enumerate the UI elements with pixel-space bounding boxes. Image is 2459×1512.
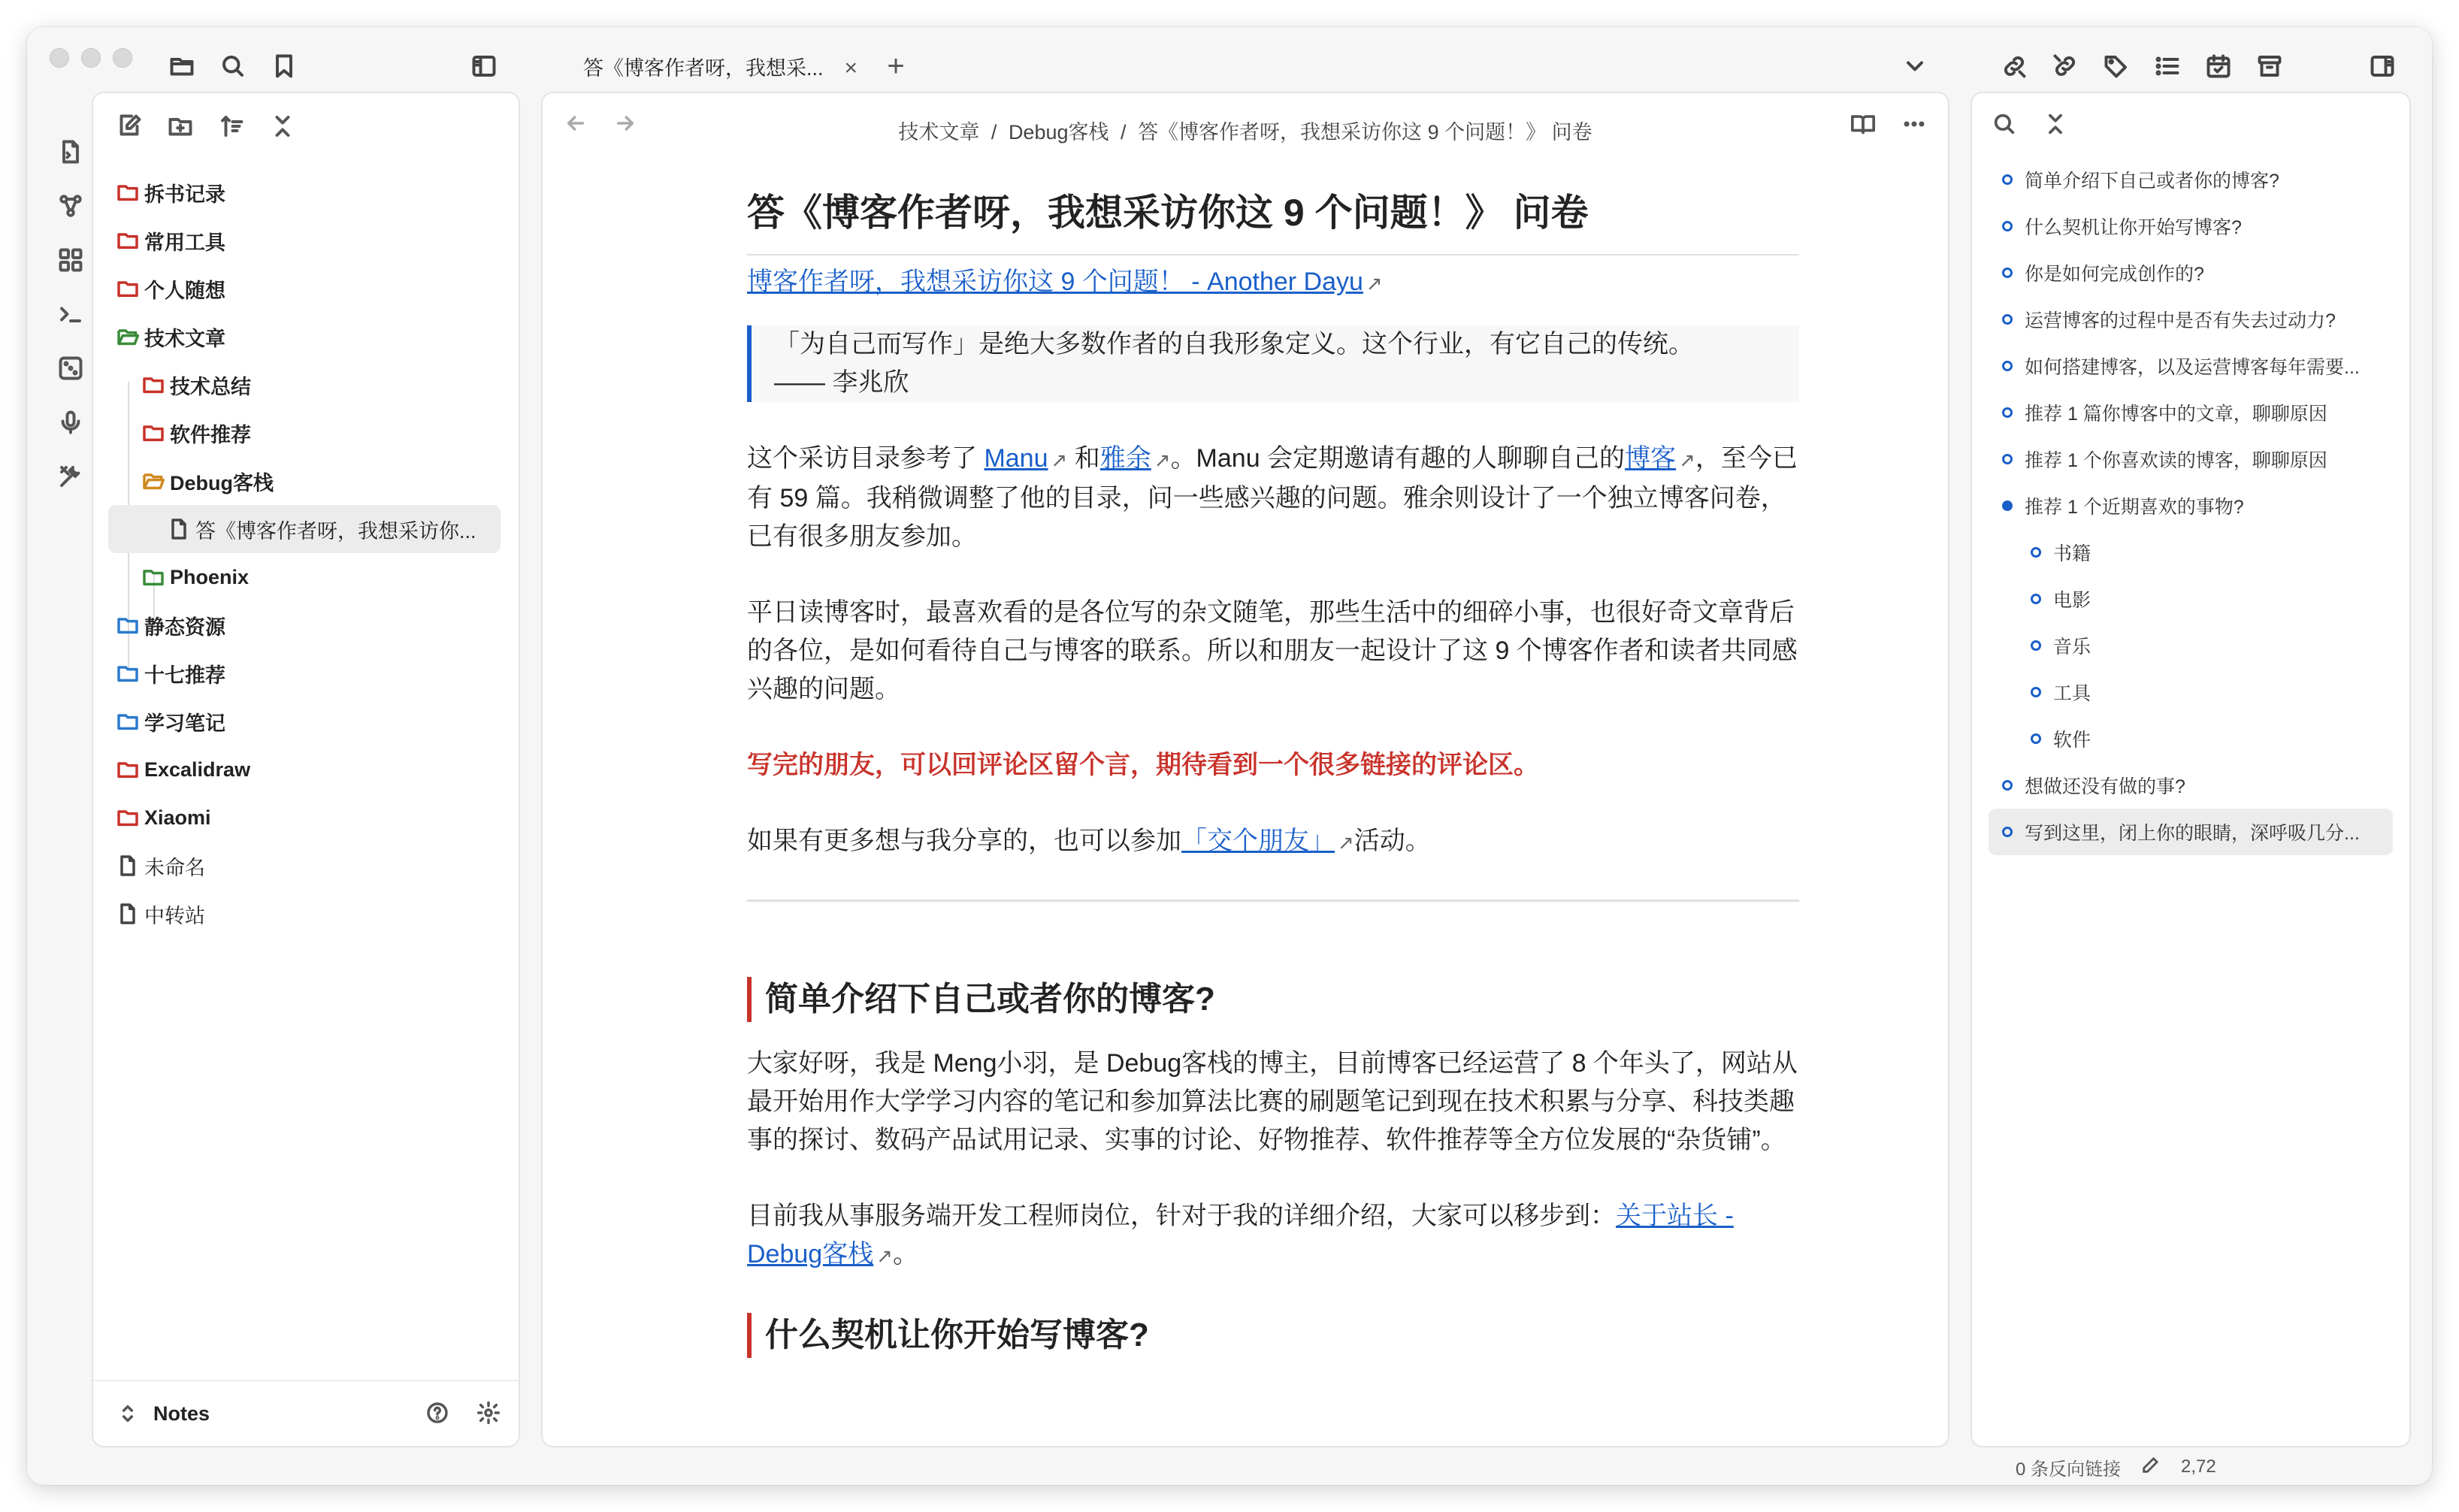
editor-panel bbox=[541, 92, 1949, 1447]
outline-item[interactable] bbox=[1972, 296, 2409, 343]
tree-item-label: 技术总结 bbox=[170, 375, 251, 398]
source-link[interactable]: 博客作者呀，我想采访你这 9 个问题！ - Another Dayu bbox=[747, 268, 1363, 296]
outline-toolbar bbox=[1992, 111, 2068, 141]
breadcrumb bbox=[543, 116, 1948, 145]
outline-item-label: 电影 bbox=[2053, 590, 2092, 611]
outline-item-label: 书籍 bbox=[2053, 543, 2092, 564]
tree-item[interactable] bbox=[93, 313, 519, 361]
about-link[interactable]: 关于站长 - Debug客栈 bbox=[747, 1202, 1734, 1269]
outline-item[interactable] bbox=[1972, 482, 2409, 529]
help-icon[interactable] bbox=[425, 1401, 449, 1430]
tab-title: 答《博客作者呀，我想采... bbox=[583, 56, 824, 80]
quote-text: 「为自己而写作」是绝大多数作者的自我形象定义。这个行业，有它自己的传统。 bbox=[774, 330, 1694, 358]
outline-item-label: 工具 bbox=[2053, 683, 2092, 704]
bullet-icon bbox=[2002, 454, 2013, 464]
tree-item[interactable] bbox=[93, 457, 519, 505]
paragraph bbox=[747, 1197, 1799, 1275]
folder-open-icon bbox=[141, 469, 165, 493]
bullet-icon bbox=[2002, 174, 2013, 185]
tree-item[interactable] bbox=[93, 794, 519, 842]
outline-item[interactable] bbox=[1972, 669, 2409, 715]
tree-item[interactable] bbox=[93, 842, 519, 890]
tree-item[interactable] bbox=[93, 649, 519, 697]
app-window bbox=[27, 27, 2432, 1485]
outline-icon[interactable] bbox=[2151, 50, 2184, 83]
graph-view-icon[interactable] bbox=[57, 192, 87, 222]
zoom-window-button[interactable] bbox=[113, 48, 132, 68]
bookmark-icon[interactable] bbox=[268, 50, 301, 83]
archive-icon[interactable] bbox=[2253, 50, 2286, 83]
text-span: 和 bbox=[1067, 444, 1100, 473]
settings-gear-icon[interactable] bbox=[476, 1401, 501, 1430]
outgoing-links-icon[interactable] bbox=[2049, 50, 2082, 83]
tree-item[interactable] bbox=[93, 216, 519, 265]
file-icon bbox=[116, 902, 140, 926]
search-icon[interactable] bbox=[216, 50, 250, 83]
vault-name: Notes bbox=[153, 1402, 210, 1425]
backlinks-icon[interactable] bbox=[1998, 50, 2031, 83]
breadcrumb-item[interactable]: Debug客栈 bbox=[1008, 121, 1109, 144]
edit-pencil-icon[interactable] bbox=[2140, 1454, 2161, 1480]
outline-item-label: 推荐 1 个近期喜欢的事物? bbox=[2025, 497, 2244, 518]
tree-item[interactable] bbox=[93, 361, 519, 409]
blog-link[interactable]: 博客 bbox=[1625, 444, 1677, 473]
outline-item[interactable] bbox=[1972, 576, 2409, 622]
folder-icon bbox=[116, 758, 140, 782]
outline-item[interactable] bbox=[1972, 343, 2409, 389]
text-span: 如果有更多想与我分享的，也可以参加 bbox=[747, 827, 1181, 855]
tree-item[interactable] bbox=[93, 168, 519, 216]
file-explorer-icon[interactable] bbox=[165, 50, 198, 83]
reading-view-icon[interactable] bbox=[1850, 111, 1876, 141]
tree-item[interactable] bbox=[93, 697, 519, 745]
folder-icon bbox=[116, 277, 140, 301]
breadcrumb-separator: / bbox=[991, 121, 997, 144]
text-span: 活动。 bbox=[1354, 827, 1431, 855]
random-note-icon[interactable] bbox=[57, 355, 87, 385]
canvas-icon[interactable] bbox=[57, 246, 87, 277]
tree-item-label: 未命名 bbox=[144, 856, 205, 879]
folder-icon bbox=[116, 180, 140, 204]
outline-item-label: 软件 bbox=[2053, 730, 2092, 751]
blockquote bbox=[747, 325, 1799, 402]
file-icon bbox=[116, 854, 140, 878]
tree-item-label: Excalidraw bbox=[144, 758, 251, 781]
folder-icon bbox=[141, 421, 165, 445]
tree-item[interactable] bbox=[93, 409, 519, 457]
folder-icon bbox=[141, 565, 165, 589]
tree-item-label: 中转站 bbox=[144, 904, 205, 927]
chevron-up-down-icon bbox=[116, 1402, 140, 1426]
external-link-icon: ↗ bbox=[1154, 449, 1171, 471]
text-span: 这个采访目录参考了 bbox=[747, 444, 985, 473]
backlink-count[interactable]: 0 条反向链接 bbox=[2016, 1459, 2122, 1480]
search-icon[interactable] bbox=[1992, 111, 2017, 141]
breadcrumb-item[interactable]: 技术文章 bbox=[898, 121, 980, 144]
bullet-icon bbox=[2031, 733, 2041, 744]
collapse-all-icon[interactable] bbox=[269, 113, 296, 144]
tree-item[interactable] bbox=[93, 890, 519, 938]
open-quick-switcher-icon[interactable] bbox=[57, 138, 87, 168]
tree-item-label: 拆书记录 bbox=[144, 183, 225, 206]
tree-item-label: 常用工具 bbox=[144, 231, 225, 254]
bullet-icon bbox=[2031, 687, 2041, 697]
bullet-icon bbox=[2031, 594, 2041, 604]
new-tab-button[interactable]: + bbox=[887, 49, 905, 83]
text-span: 目前我从事服务端开发工程师岗位，针对于我的详细介绍，大家可以移步到： bbox=[747, 1202, 1616, 1230]
bullet-icon bbox=[2031, 547, 2041, 558]
tree-item-label: Phoenix bbox=[170, 565, 250, 588]
toggle-right-sidebar-icon[interactable] bbox=[2366, 50, 2399, 83]
outline-item-label: 推荐 1 个你喜欢读的博客，聊聊原因 bbox=[2025, 450, 2327, 471]
command-palette-icon[interactable] bbox=[57, 301, 87, 331]
outline-item[interactable] bbox=[1972, 249, 2409, 296]
tree-item[interactable] bbox=[93, 265, 519, 313]
bullet-icon bbox=[2002, 780, 2013, 791]
bullet-icon bbox=[2002, 827, 2013, 837]
folder-icon bbox=[116, 806, 140, 830]
new-note-icon[interactable] bbox=[116, 113, 143, 144]
calendar-icon[interactable] bbox=[2202, 50, 2235, 83]
outline-item[interactable] bbox=[1972, 389, 2409, 436]
paragraph bbox=[747, 822, 1799, 862]
folder-icon bbox=[141, 373, 165, 397]
outline-item[interactable] bbox=[1972, 622, 2409, 669]
manu-link[interactable]: Manu bbox=[984, 444, 1048, 473]
paragraph: 大家好呀，我是 Meng小羽，是 Debug客栈的博主，目前博客已经运营了 8 个年头了，网站从最开始用作大学学习内容的笔记和参加算法比赛的刷题笔记到现在技术积累与分享、科技类趣事的探讨、数码产品试用记录、实事的讨论、好物推荐、软件推荐等全方位发展的“杂货铺”。 bbox=[747, 1049, 1798, 1154]
tree-item-label: 技术文章 bbox=[144, 327, 225, 350]
outline-item-label: 推荐 1 篇你博客中的文章，聊聊原因 bbox=[2025, 404, 2327, 425]
sort-icon[interactable] bbox=[218, 113, 245, 144]
bullet-icon bbox=[2002, 221, 2013, 231]
outline-item-label: 如何搭建博客，以及运营博客每年需要... bbox=[2025, 357, 2360, 378]
external-link-icon: ↗ bbox=[1366, 272, 1383, 295]
tab-close-button[interactable]: × bbox=[844, 56, 857, 80]
file-icon bbox=[167, 517, 191, 541]
window-controls[interactable] bbox=[50, 48, 132, 68]
outline-item-label: 运营博客的过程中是否有失去过动力? bbox=[2025, 310, 2336, 331]
external-link-icon: ↗ bbox=[1051, 449, 1068, 471]
outline-item-label: 音乐 bbox=[2053, 637, 2092, 658]
outline-item-label: 简单介绍下自己或者你的博客? bbox=[2025, 171, 2279, 192]
highlight-paragraph: 写完的朋友，可以回评论区留个言，期待看到一个很多链接的评论区。 bbox=[747, 751, 1539, 779]
tree-item-label: 软件推荐 bbox=[170, 423, 251, 446]
bullet-icon bbox=[2002, 407, 2013, 418]
text-span: 。Manu 会定期邀请有趣的人聊聊自己的 bbox=[1170, 444, 1626, 473]
folder-icon bbox=[116, 228, 140, 253]
bullet-icon bbox=[2002, 314, 2013, 325]
outline-item[interactable] bbox=[1972, 715, 2409, 762]
new-folder-icon[interactable] bbox=[167, 113, 194, 144]
tools-icon[interactable] bbox=[57, 463, 87, 493]
more-options-icon[interactable] bbox=[1901, 111, 1927, 141]
tab-active-note[interactable] bbox=[553, 42, 873, 90]
yayu-link[interactable]: 雅余 bbox=[1099, 444, 1151, 473]
file-tree bbox=[93, 168, 519, 938]
minimize-window-button[interactable] bbox=[81, 48, 101, 68]
note-title: 答《博客作者呀，我想采访你这 9 个问题！》 问卷 bbox=[747, 186, 1799, 256]
collapse-all-icon[interactable] bbox=[2043, 111, 2068, 141]
make-friends-link[interactable]: 「交个朋友」 bbox=[1181, 827, 1335, 855]
bullet-icon bbox=[2002, 361, 2013, 371]
outline-item-label: 写到这里，闭上你的眼睛，深呼吸几分... bbox=[2025, 823, 2360, 844]
outline-item[interactable] bbox=[1989, 809, 2393, 855]
tags-icon[interactable] bbox=[2100, 50, 2133, 83]
tree-item[interactable] bbox=[93, 745, 519, 794]
word-count: 2,72 bbox=[2181, 1456, 2216, 1477]
breadcrumb-item[interactable]: 答《博客作者呀，我想采访你这 9 个问题！》 问卷 bbox=[1138, 121, 1592, 144]
external-link-icon: ↗ bbox=[1679, 449, 1695, 471]
bullet-icon bbox=[2002, 500, 2013, 511]
tree-item[interactable] bbox=[93, 553, 519, 601]
vault-switcher[interactable] bbox=[93, 1380, 519, 1446]
tab-list-chevron-icon[interactable] bbox=[1898, 50, 1931, 83]
horizontal-rule bbox=[747, 900, 1799, 902]
tree-item-label: Debug客栈 bbox=[170, 471, 274, 494]
outline-item[interactable] bbox=[1972, 436, 2409, 482]
section-heading: 简单介绍下自己或者你的博客? bbox=[747, 977, 1799, 1022]
section-heading: 什么契机让你开始写博客? bbox=[747, 1313, 1799, 1358]
external-link-icon: ↗ bbox=[876, 1244, 893, 1267]
breadcrumb-separator: / bbox=[1121, 121, 1127, 144]
folder-open-icon bbox=[116, 325, 140, 349]
tree-item-label: 十七推荐 bbox=[144, 664, 225, 687]
outline-item[interactable] bbox=[1972, 762, 2409, 809]
tree-item-label: Xiaomi bbox=[144, 806, 211, 829]
bullet-icon bbox=[2031, 640, 2041, 651]
outline-item-label: 你是如何完成创作的? bbox=[2025, 264, 2204, 285]
status-bar bbox=[1971, 1452, 2421, 1482]
outline-item-label: 什么契机让你开始写博客? bbox=[2025, 217, 2242, 238]
folder-icon bbox=[116, 613, 140, 637]
editor-actions bbox=[1850, 111, 1927, 141]
outline-panel bbox=[1971, 92, 2411, 1447]
close-window-button[interactable] bbox=[50, 48, 69, 68]
bullet-icon bbox=[2002, 268, 2013, 278]
tree-item-label: 答《博客作者呀，我想采访你... bbox=[195, 519, 476, 543]
folder-icon bbox=[116, 709, 140, 733]
outline-item[interactable] bbox=[1972, 529, 2409, 576]
tree-item[interactable] bbox=[108, 505, 501, 553]
paragraph: 平日读博客时，最喜欢看的是各位写的杂文随笔，那些生活中的细碎小事，也很好奇文章背后的各位，是如何看待自己与博客的联系。所以和朋友一起设计了这 9 个博客作者和读者共同感兴趣的问题。 bbox=[747, 598, 1798, 703]
outline-item[interactable] bbox=[1972, 203, 2409, 249]
folder-icon bbox=[116, 661, 140, 685]
outline-item[interactable] bbox=[1972, 156, 2409, 203]
paragraph bbox=[747, 440, 1799, 556]
quote-author: —— 李兆欣 bbox=[774, 368, 909, 397]
external-link-icon: ↗ bbox=[1338, 831, 1354, 854]
tree-item-label: 静态资源 bbox=[144, 615, 225, 639]
outline-list bbox=[1972, 156, 2409, 855]
toggle-left-sidebar-icon[interactable] bbox=[467, 50, 501, 83]
file-explorer-panel bbox=[92, 92, 520, 1447]
outline-item-label: 想做还没有做的事? bbox=[2025, 776, 2185, 797]
text-span: ，至今已有 59 篇。我稍微调整了他的目录，问一些感兴趣的问题。雅余则设计了一个独立博客问卷，已有很多朋友参加。 bbox=[747, 444, 1798, 551]
microphone-icon[interactable] bbox=[57, 409, 87, 439]
tree-item[interactable] bbox=[93, 601, 519, 649]
note-content[interactable] bbox=[747, 186, 1799, 1380]
file-explorer-toolbar bbox=[116, 113, 296, 144]
tree-item-label: 个人随想 bbox=[144, 279, 225, 302]
tree-item-label: 学习笔记 bbox=[144, 712, 225, 735]
text-span: 。 bbox=[893, 1240, 918, 1269]
